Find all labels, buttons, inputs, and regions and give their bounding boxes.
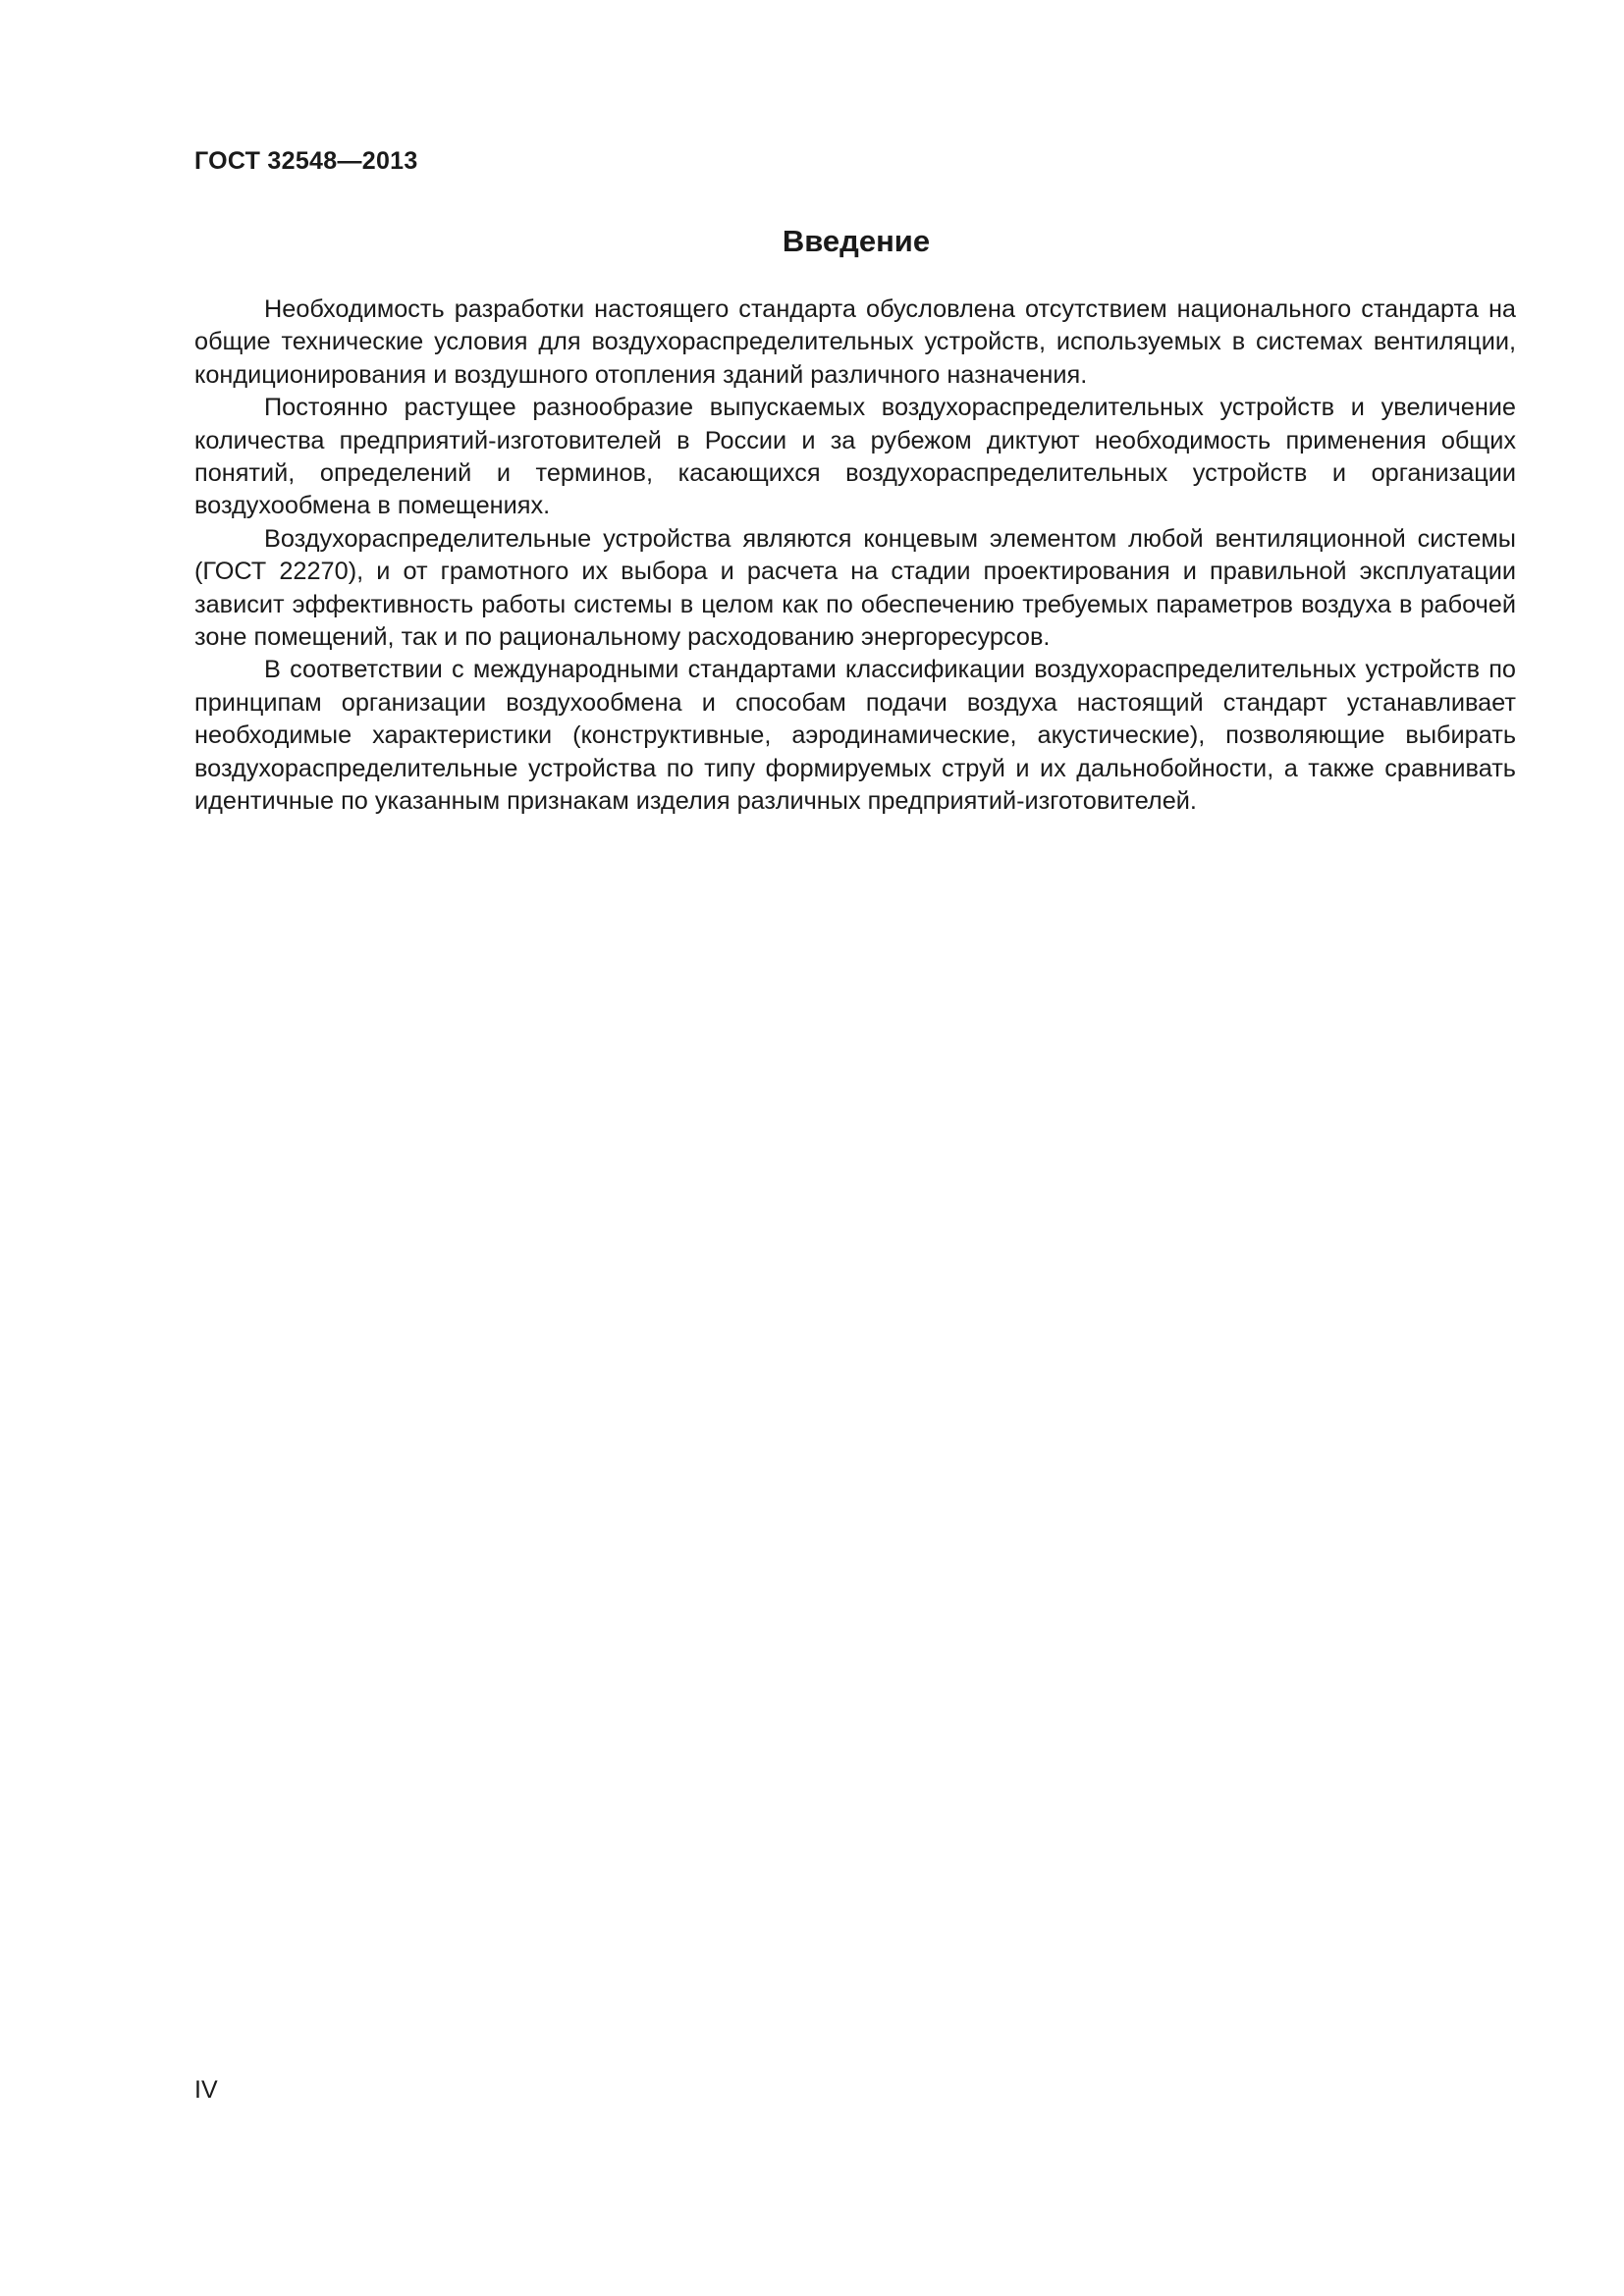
document-code: ГОСТ 32548—2013 [194,147,418,175]
paragraph: Постоянно растущее разнообразие выпускаемых воздухораспределительных устройств и увеличение количества предприятий-изготовителей в России и за рубежом диктуют необходимость применения общих понятий, определений и терминов, касающихся воздухораспределительных устройств и организации воздухообмена в помещениях. [194,394,1516,520]
section-title: Введение [782,224,931,258]
paragraph: Необходимость разработки настоящего стандарта обусловлена отсутствием национального стандарта на общие технические условия для воздухораспределительных устройств, используемых в системах вентиляции, кондиционирования и воздушного отопления зданий различного назначения. [194,295,1516,389]
page-number: IV [194,2076,218,2104]
paragraph: В соответствии с международными стандартами классификации воздухораспределительных устройств по принципам организации воздухообмена и способам подачи воздуха настоящий стандарт устанавливает необходимые характеристики (конструктивные, аэродинамические, акустические), позволяющие выбирать воздухораспределительные устройства по типу формируемых струй и их дальнобойности, а также сравнивать идентичные по указанным признакам изделия различных предприятий-изготовителей. [194,656,1516,816]
body-text [194,294,1516,819]
paragraph: Воздухораспределительные устройства являются концевым элементом любой вентиляционной системы (ГОСТ 22270), и от грамотного их выбора и расчета на стадии проектирования и правильной эксплуатации зависит эффективность работы системы в целом как по обеспечению требуемых параметров воздуха в рабочей зоне помещений, так и по рациональному расходованию энергоресурсов. [194,524,1516,652]
